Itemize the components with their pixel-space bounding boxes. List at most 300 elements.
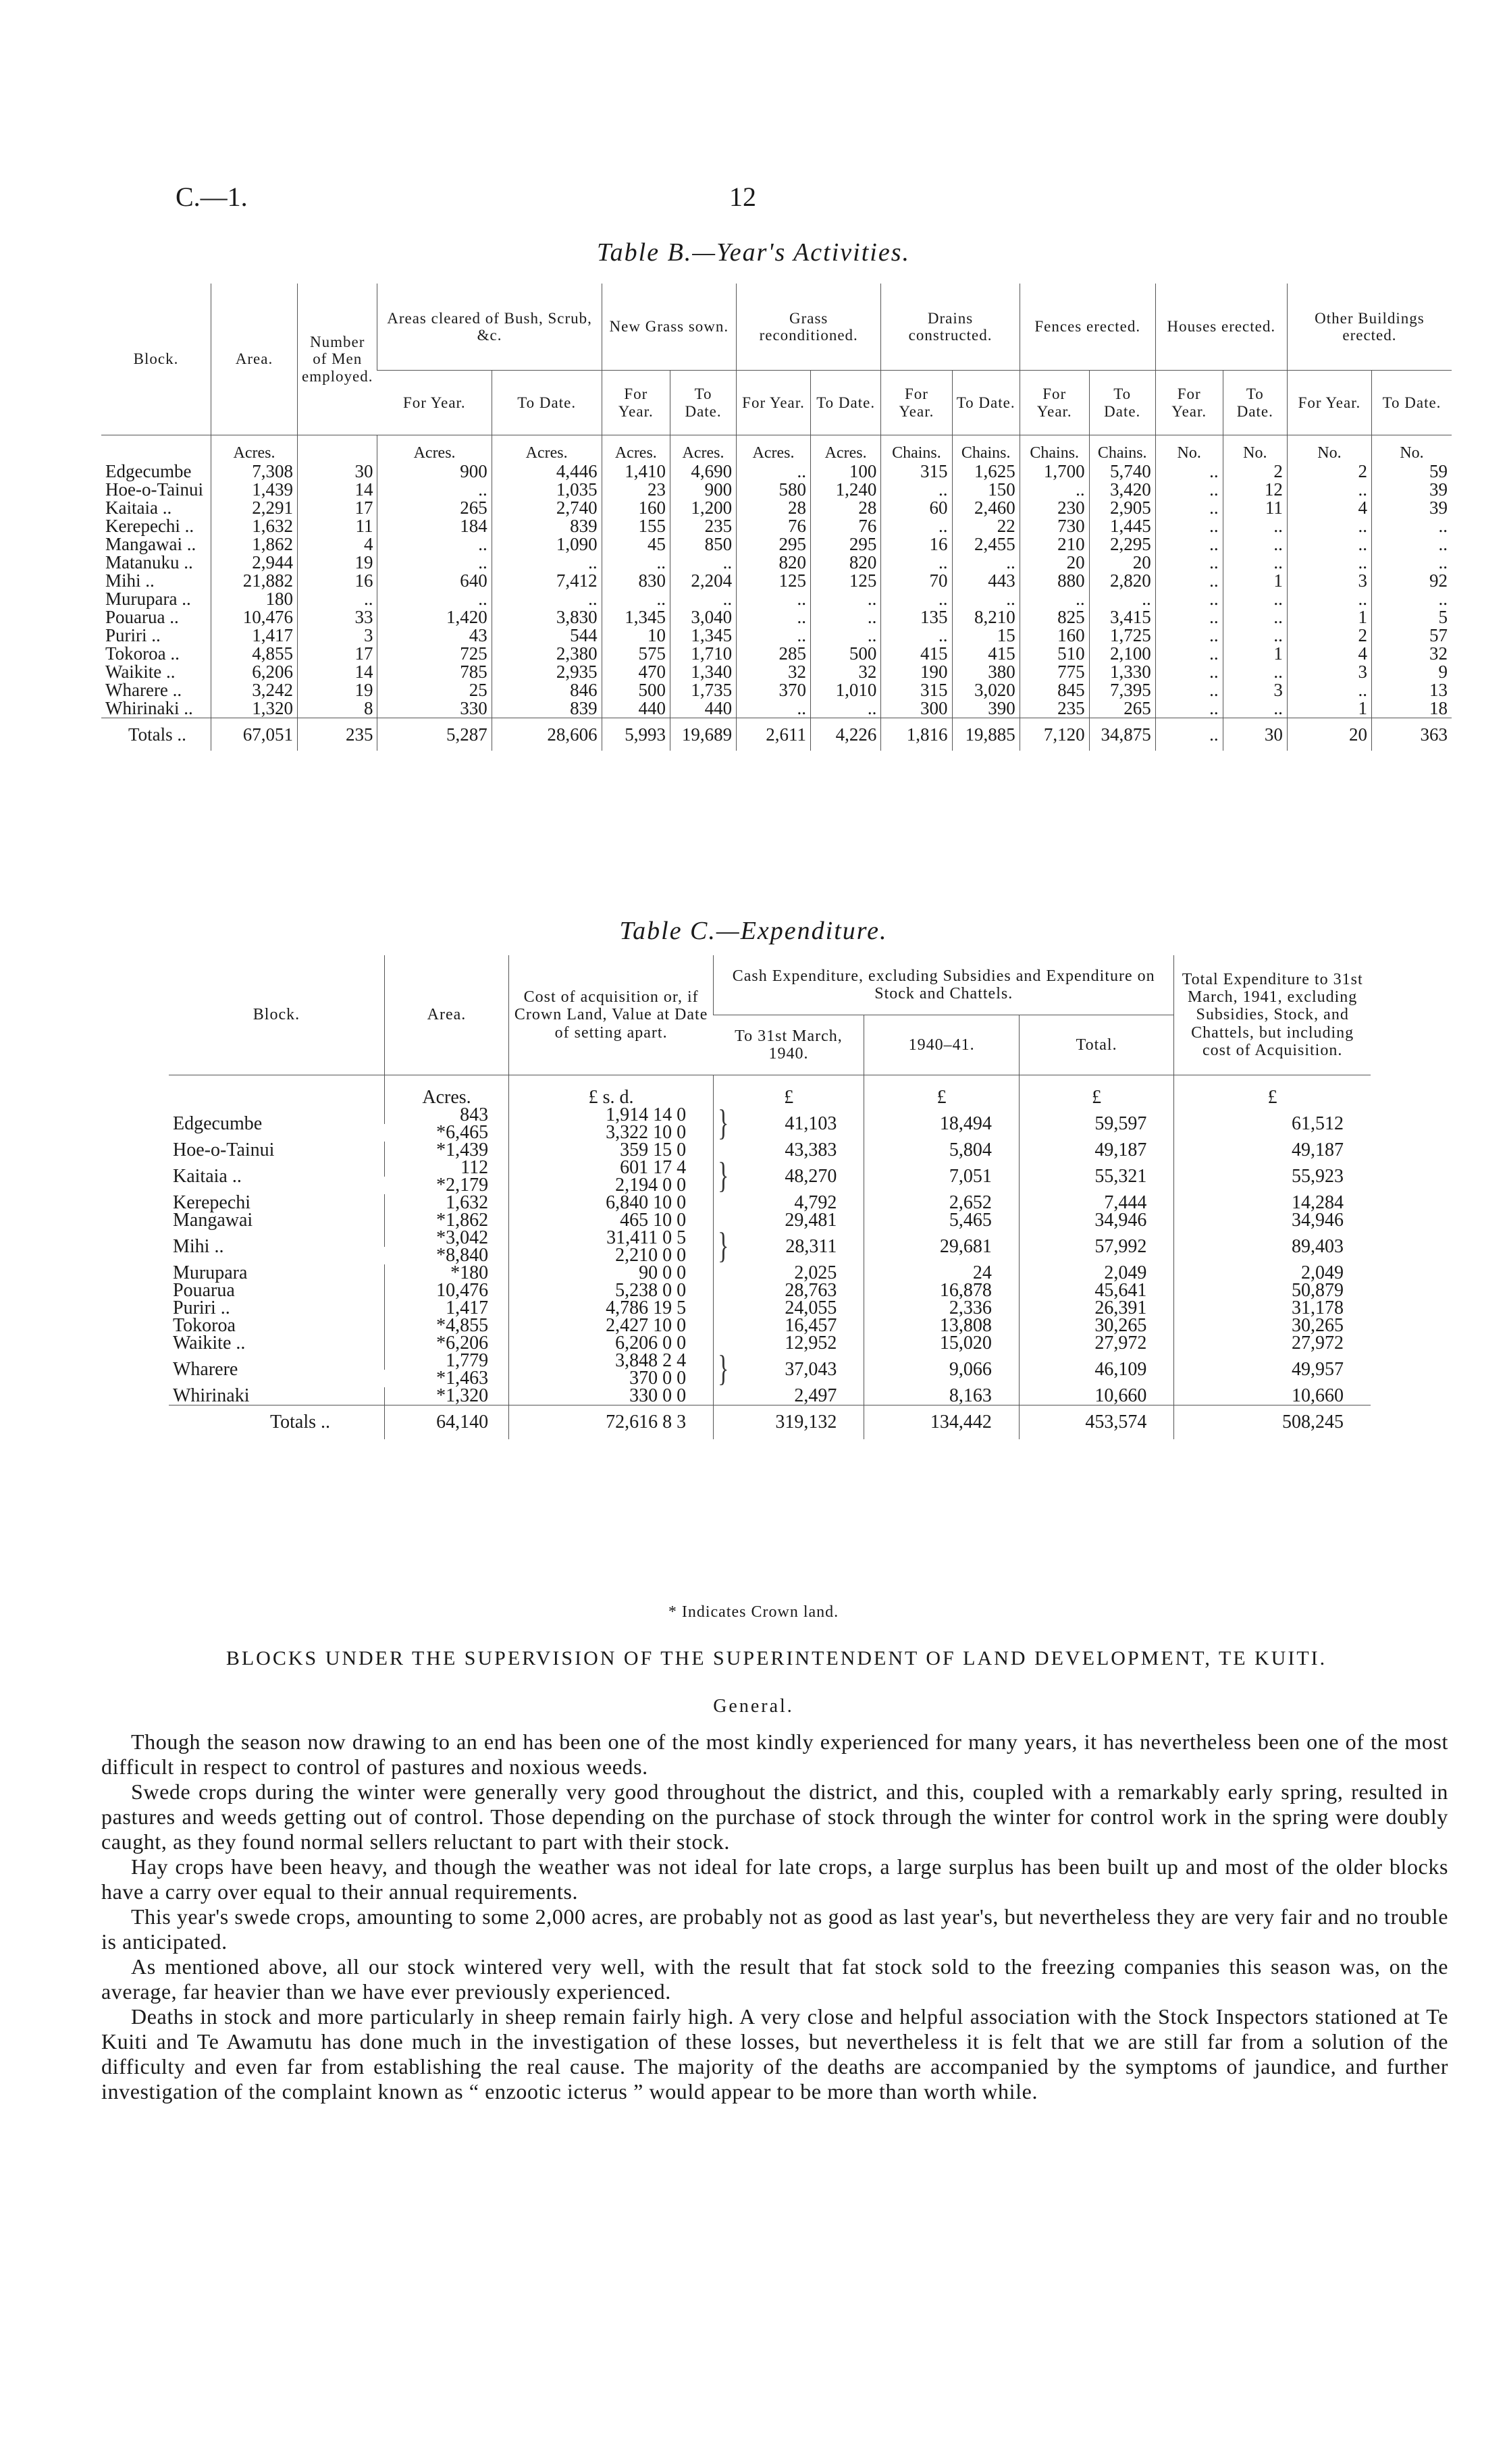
table-cell: .. [881,517,952,535]
unit-cell [101,435,211,463]
brace-icon: } [718,1226,729,1266]
header-1940-41: 1940–41. [864,1015,1019,1075]
unit-cell: No. [1223,435,1287,463]
table-cell: 18 [1372,699,1452,718]
table-cell: .. [1223,535,1287,554]
header-area: Area. [384,955,508,1075]
unit-cell: Chains. [1089,435,1155,463]
block-name: Mihi .. [105,570,155,591]
table-cell: 235 [670,517,737,535]
paragraph: Deaths in stock and more particularly in sheep remain fairly high. A very close and helpful association with the Stock Inspectors stationed at Te Kuiti and Te Awamutu has done much in the investigation of these losses, but nevertheless it is felt that we are still far from a solution of the difficulty and even far from establishing the real cause. The majority of the deaths are accompanied by the symptoms of jaundice, and further investigation of the complaint known as “ enzootic icterus ” would appear to be more than worth while. [101,2004,1448,2104]
totals-cell: 2,611 [737,718,811,751]
table-row [101,554,1452,572]
table-cell: .. [1020,590,1089,608]
table-cell: 210 [1020,535,1089,554]
table-cell: 825 [1020,608,1089,626]
unit-cell: Chains. [881,435,952,463]
table-cell: .. [737,462,811,481]
table-row [169,1229,1371,1247]
grand-total: 31,178 [1174,1300,1371,1317]
table-row [101,681,1452,699]
totals-to-1940: 319,132 [714,1405,864,1440]
cash-total: 30,265 [1019,1317,1173,1335]
totals-cell: 20 [1287,718,1371,751]
table-cell: .. [298,590,377,608]
table-cell: 33 [298,608,377,626]
table-cell: 125 [811,572,881,590]
block-name: Murupara [173,1262,248,1283]
grand-total: 49,187 [1174,1142,1371,1159]
block-name: Murupara .. [105,589,191,609]
cost-cell: 3,322 10 0 [509,1124,714,1142]
table-cell: 4 [1287,645,1371,663]
table-cell: .. [1372,590,1452,608]
block-name: Mihi .. [173,1236,224,1257]
table-cell: 22 [952,517,1020,535]
table-cell: .. [670,590,737,608]
subheader-to-date: To Date. [670,371,737,435]
table-cell: .. [1223,554,1287,572]
subheader-for-year: For Year. [602,371,670,435]
cash-to-1940: 29,481 [714,1212,864,1229]
table-cell: 1,862 [211,535,298,554]
table-cell: 20 [1089,554,1155,572]
table-cell: 7,395 [1089,681,1155,699]
header-5: Grass reconditioned. [737,284,881,371]
table-cell: 2 [1287,462,1371,481]
table-cell: .. [952,554,1020,572]
table-cell: 440 [602,699,670,718]
table-cell: 730 [1020,517,1089,535]
table-cell: 6,206 [211,663,298,681]
table-cell: 3,830 [492,608,602,626]
grand-total: 14,284 [1174,1194,1371,1212]
brace-icon: } [718,1349,729,1389]
table-cell: .. [1155,699,1223,718]
grand-total: 50,879 [1174,1282,1371,1300]
area-cell: *4,855 [384,1317,508,1335]
cash-total: 34,946 [1019,1212,1173,1229]
section-subtitle: General. [713,1696,794,1717]
block-name: Hoe-o-Tainui [173,1140,275,1160]
totals-1940-41: 134,442 [864,1405,1019,1440]
totals-row [169,1405,1371,1440]
cash-1940-41: 8,163 [864,1387,1019,1405]
subheader-to-date: To Date. [1223,371,1287,435]
cash-to-1940: 43,383 [714,1142,864,1159]
table-cell: 13 [1372,681,1452,699]
table-cell: .. [811,590,881,608]
totals-label: Totals .. [101,718,211,751]
subheader-to-date: To Date. [1372,371,1452,435]
table-cell: 3,242 [211,681,298,699]
table-cell: 390 [952,699,1020,718]
cash-to-1940: 4,792 [714,1194,864,1212]
table-cell: .. [377,554,492,572]
table-cell: 7,412 [492,572,602,590]
table-cell: 2,204 [670,572,737,590]
area-cell: 1,417 [384,1300,508,1317]
table-cell: 1,410 [602,462,670,481]
cash-1940-41: 18,494 [864,1106,1019,1142]
table-cell: 21,882 [211,572,298,590]
paragraph: Hay crops have been heavy, and though the weather was not ideal for late crops, a large surplus has been built up and most of the older blocks have a carry over equal to their annual requirements. [101,1854,1448,1904]
cash-total: 27,972 [1019,1335,1173,1352]
table-cell: 580 [737,481,811,499]
table-cell: .. [811,608,881,626]
cash-to-1940: 2,497 [714,1387,864,1405]
table-cell: 14 [298,663,377,681]
unit-cell: £ [1019,1075,1173,1107]
table-cell: 820 [737,554,811,572]
totals-total: 453,574 [1019,1405,1173,1440]
area-cell: *180 [384,1264,508,1282]
table-cell: 4,855 [211,645,298,663]
table-cell: 2,291 [211,499,298,517]
cash-total: 26,391 [1019,1300,1173,1317]
table-cell: 3 [298,626,377,645]
table-cell: .. [1155,535,1223,554]
units-row [169,1075,1371,1107]
cash-1940-41: 2,652 [864,1194,1019,1212]
table-cell: 415 [881,645,952,663]
cost-cell: 5,238 0 0 [509,1282,714,1300]
table-cell: 510 [1020,645,1089,663]
subheader-for-year: For Year. [377,371,492,435]
table-row [169,1282,1371,1300]
table-cell: 11 [298,517,377,535]
grand-total: 27,972 [1174,1335,1371,1352]
unit-cell: Acres. [377,435,492,463]
totals-grand: 508,245 [1174,1405,1371,1440]
cost-cell: 6,840 10 0 [509,1194,714,1212]
table-cell: 500 [811,645,881,663]
unit-cell [169,1075,384,1107]
block-name: Puriri .. [105,625,161,645]
table-row [169,1194,1371,1212]
block-name: Waikite .. [105,662,176,682]
table-cell: 370 [737,681,811,699]
totals-area: 64,140 [384,1405,508,1440]
table-cell: 32 [811,663,881,681]
table-cell: 28 [737,499,811,517]
cash-total: 59,597 [1019,1106,1173,1142]
table-cell: 17 [298,645,377,663]
area-cell: 1,632 [384,1194,508,1212]
table-cell: .. [602,554,670,572]
table-row [169,1300,1371,1317]
table-cell: 5 [1372,608,1452,626]
cash-total: 7,444 [1019,1194,1173,1212]
table-cell: 285 [737,645,811,663]
table-cell: 295 [811,535,881,554]
table-row [169,1317,1371,1335]
table-cell: 32 [737,663,811,681]
unit-cell: No. [1287,435,1371,463]
cash-total: 57,992 [1019,1229,1173,1264]
table-row [169,1387,1371,1405]
totals-cell: 28,606 [492,718,602,751]
table-cell: 380 [952,663,1020,681]
table-cell: 180 [211,590,298,608]
table-cell: .. [1155,663,1223,681]
table-cell: 415 [952,645,1020,663]
table-row [169,1212,1371,1229]
table-c-expenditure [169,955,1371,1439]
table-cell: 9 [1372,663,1452,681]
table-cell: 3,415 [1089,608,1155,626]
cost-cell: 370 0 0 [509,1370,714,1387]
table-cell: 11 [1223,499,1287,517]
subheader-to-date: To Date. [811,371,881,435]
table-cell: 150 [952,481,1020,499]
table-cell: 1 [1223,645,1287,663]
header-7: Fences erected. [1020,284,1155,371]
table-cell: 443 [952,572,1020,590]
table-cell: .. [1223,517,1287,535]
area-cell: 10,476 [384,1282,508,1300]
table-cell: .. [602,590,670,608]
table-b-caption: Table B.—Year's Activities. [597,238,910,267]
table-cell: 1 [1287,699,1371,718]
cash-to-1940: 16,457 [714,1317,864,1335]
cash-1940-41: 5,465 [864,1212,1019,1229]
cost-cell: 359 15 0 [509,1142,714,1159]
cost-cell: 330 0 0 [509,1387,714,1405]
table-cell: .. [1155,626,1223,645]
table-cell: 785 [377,663,492,681]
header-9: Other Buildings erected. [1287,284,1452,371]
area-cell: *8,840 [436,1245,489,1266]
block-name: Tokoroa .. [105,643,180,664]
block-name: Matanuku .. [105,552,193,572]
table-cell: 1 [1223,572,1287,590]
header-grand-total: Total Expenditure to 31st March, 1941, excluding Subsidies, Stock, and Chattels, but including cost of Acquisition. [1174,955,1371,1075]
table-cell: .. [1155,608,1223,626]
area-cell: *6,465 [436,1122,489,1143]
table-cell: 10,476 [211,608,298,626]
table-cell: 3 [1287,572,1371,590]
body-text [101,1730,1448,2104]
table-cell: 820 [811,554,881,572]
cash-1940-41: 16,878 [864,1282,1019,1300]
table-row [101,590,1452,608]
table-cell: 3,040 [670,608,737,626]
table-cell: .. [1155,462,1223,481]
table-cell: 2,905 [1089,499,1155,517]
subheader-for-year: For Year. [881,371,952,435]
table-row [101,645,1452,663]
table-cell: 76 [737,517,811,535]
unit-cell: Chains. [1020,435,1089,463]
totals-cell: 19,689 [670,718,737,751]
table-cell: 3,020 [952,681,1020,699]
totals-cell: 7,120 [1020,718,1089,751]
grand-total: 49,957 [1174,1352,1371,1387]
cash-total: 45,641 [1019,1282,1173,1300]
table-cell: .. [881,481,952,499]
block-name: Kaitaia .. [105,498,172,518]
paragraph: Though the season now drawing to an end has been one of the most kindly experienced for many years, it has nevertheless been one of the most difficult in respect to control of pastures and noxious weeds. [101,1730,1448,1779]
table-cell: .. [737,626,811,645]
block-name: Wharere [173,1359,238,1380]
table-cell: 17 [298,499,377,517]
totals-cell: 4,226 [811,718,881,751]
table-cell: 59 [1372,462,1452,481]
totals-cell: .. [1155,718,1223,751]
cost-cell: 2,210 0 0 [509,1247,714,1264]
table-cell: 850 [670,535,737,554]
table-cell: 39 [1372,499,1452,517]
table-cell: 19 [298,554,377,572]
table-cell: 3,420 [1089,481,1155,499]
table-cell: .. [1155,481,1223,499]
table-cell: 2,740 [492,499,602,517]
cash-1940-41: 24 [864,1264,1019,1282]
table-cell: 265 [377,499,492,517]
table-cell: 2,820 [1089,572,1155,590]
table-cell: .. [881,590,952,608]
table-row [169,1352,1371,1370]
table-cell: 135 [881,608,952,626]
table-cell: 76 [811,517,881,535]
table-cell: 2,460 [952,499,1020,517]
footnote: * Indicates Crown land. [668,1603,839,1621]
grand-total: 30,265 [1174,1317,1371,1335]
subheader-for-year: For Year. [737,371,811,435]
table-b-activities [101,284,1452,751]
table-cell: 900 [670,481,737,499]
table-cell: 1,417 [211,626,298,645]
table-cell: 57 [1372,626,1452,645]
table-cell: .. [1155,681,1223,699]
table-row [101,572,1452,590]
table-cell: .. [737,608,811,626]
table-cell: 23 [602,481,670,499]
grand-total: 61,512 [1174,1106,1371,1142]
table-cell: 2 [1223,462,1287,481]
table-cell: .. [881,626,952,645]
block-name: Whirinaki .. [105,698,193,718]
area-cell: *2,179 [436,1175,489,1196]
table-cell: .. [811,699,881,718]
table-row [169,1264,1371,1282]
table-cell: 575 [602,645,670,663]
table-cell: 4,690 [670,462,737,481]
table-cell: .. [881,554,952,572]
table-row [101,517,1452,535]
table-cell: .. [1155,554,1223,572]
table-cell: 1,200 [670,499,737,517]
totals-cell: 363 [1372,718,1452,751]
unit-cell: Acres. [737,435,811,463]
table-cell: 1,330 [1089,663,1155,681]
grand-total: 2,049 [1174,1264,1371,1282]
cost-cell: 31,411 0 5 [509,1229,714,1247]
block-name: Kerepechi [173,1192,251,1213]
table-row [101,499,1452,517]
cost-cell: 2,427 10 0 [509,1317,714,1335]
table-cell: 1 [1287,608,1371,626]
block-name: Mangawai .. [105,534,196,554]
table-cell: .. [1287,517,1371,535]
table-cell: 12 [1223,481,1287,499]
cash-1940-41: 7,051 [864,1159,1019,1194]
subheader-to-date: To Date. [1089,371,1155,435]
page-number: 12 [729,182,756,212]
table-cell: 2,100 [1089,645,1155,663]
unit-cell: Acres. [602,435,670,463]
table-cell: 1,439 [211,481,298,499]
table-row [101,699,1452,718]
table-cell: 2,944 [211,554,298,572]
table-cell: 1,725 [1089,626,1155,645]
unit-cell: No. [1372,435,1452,463]
table-cell: 230 [1020,499,1089,517]
table-cell: 1,345 [670,626,737,645]
subheader-to-date: To Date. [492,371,602,435]
table-cell: .. [492,554,602,572]
unit-cell: Chains. [952,435,1020,463]
table-cell: 1,445 [1089,517,1155,535]
table-cell: 330 [377,699,492,718]
cash-to-1940: 28,311 } [714,1229,864,1264]
units-row [101,435,1452,463]
table-cell: 19 [298,681,377,699]
cash-1940-41: 13,808 [864,1317,1019,1335]
table-row [101,462,1452,481]
table-cell: 8,210 [952,608,1020,626]
area-cell: *6,206 [384,1335,508,1352]
area-cell: *1,463 [436,1368,489,1389]
table-cell: 846 [492,681,602,699]
header-cost: Cost of acquisition or, if Crown Land, Value at Date of setting apart. [509,955,714,1075]
subheader-for-year: For Year. [1155,371,1223,435]
table-cell: 160 [602,499,670,517]
cash-to-1940: 41,103 } [714,1106,864,1142]
table-cell: 28 [811,499,881,517]
header-total: Total. [1019,1015,1173,1075]
table-cell: 7,308 [211,462,298,481]
table-cell: 5,740 [1089,462,1155,481]
cost-cell: 601 17 4 [509,1159,714,1177]
table-cell: 16 [881,535,952,554]
table-cell: 4,446 [492,462,602,481]
subheader-for-year: For Year. [1287,371,1371,435]
header-6: Drains constructed. [881,284,1020,371]
cost-cell: 465 10 0 [509,1212,714,1229]
table-cell: .. [1223,663,1287,681]
table-cell: .. [1287,481,1371,499]
table-row [169,1142,1371,1159]
cash-to-1940: 37,043 } [714,1352,864,1387]
table-cell: 1,010 [811,681,881,699]
totals-cell: 30 [1223,718,1287,751]
header-8: Houses erected. [1155,284,1287,371]
table-cell: .. [811,626,881,645]
table-row [101,663,1452,681]
unit-cell: No. [1155,435,1223,463]
table-cell: 30 [298,462,377,481]
table-cell: 1,320 [211,699,298,718]
table-cell: 60 [881,499,952,517]
table-cell: 3 [1287,663,1371,681]
table-cell: 125 [737,572,811,590]
header-3: Areas cleared of Bush, Scrub, &c. [377,284,602,371]
table-cell: .. [1287,681,1371,699]
table-cell: .. [1155,645,1223,663]
table-cell: 100 [811,462,881,481]
